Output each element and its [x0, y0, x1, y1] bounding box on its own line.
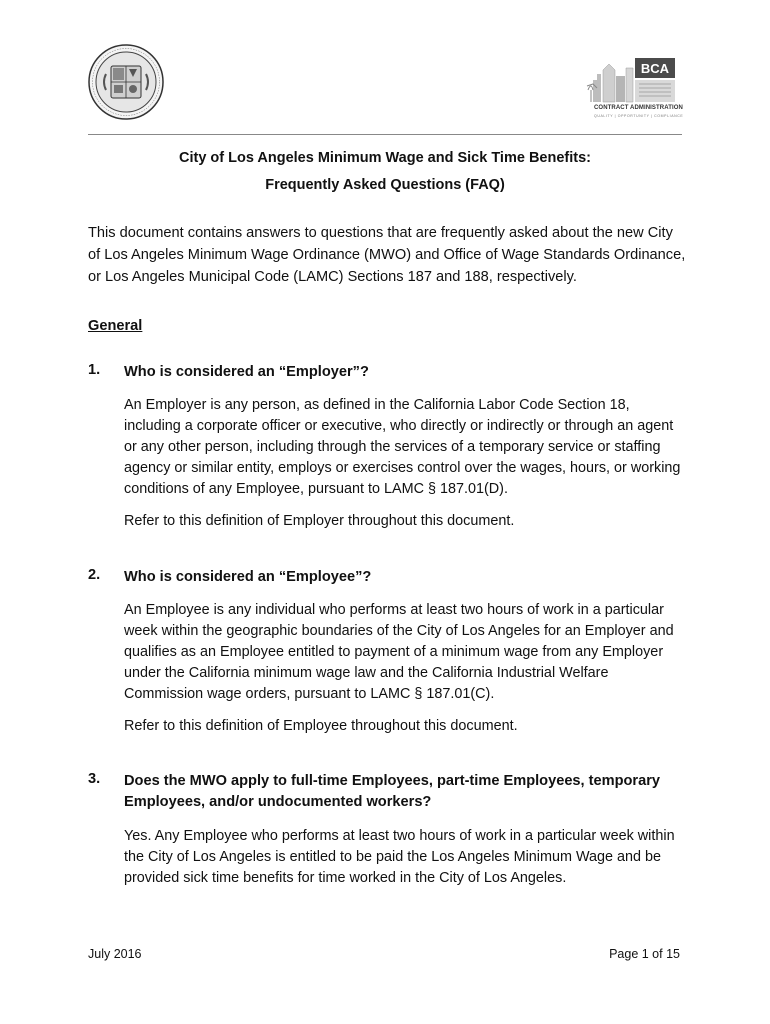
bca-logo-text: BCA	[640, 61, 670, 76]
header-divider	[88, 134, 682, 135]
footer-date: July 2016	[88, 947, 142, 961]
answer-paragraph: An Employee is any individual who performs at least two hours of work in a particular week within the geographic boundaries of the City of Los Angeles for an Employer and qualifies as an Employee entitled to payment of a minimum wage from any Employer under the California minimum wage law and the California Industrial Welfare Commission wage orders, pursuant to LAMC § 187.01(C).	[124, 602, 674, 702]
bca-logo-icon	[585, 50, 684, 122]
footer-page-number: Page 1 of 15	[609, 947, 680, 961]
bca-logo-tagline: QUALITY | OPPORTUNITY | COMPLIANCE	[594, 114, 684, 118]
bca-logo-caption: CONTRACT ADMINISTRATION	[594, 105, 683, 111]
question-text: Who is considered an “Employee”?	[124, 569, 372, 585]
answer-paragraph: Yes. Any Employee who performs at least two hours of work in a particular week within the City of Los Angeles is entitled to be paid the Los Angeles Minimum Wage and be provided sick time benefits for time worked in the City of Los Angeles.	[124, 828, 675, 886]
document-title: City of Los Angeles Minimum Wage and Sick Time Benefits:	[179, 150, 591, 166]
answer-note: Refer to this definition of Employee throughout this document.	[124, 718, 518, 734]
question-text: Who is considered an “Employer”?	[124, 364, 369, 380]
question-number: 1.	[88, 362, 101, 378]
intro-paragraph: This document contains answers to questions that are frequently asked about the new City of Los Angeles Minimum Wage Ordinance (MWO) and Office of Wage Standards Ordinance, or Los Angeles Municipal Code (LAMC) Sections 187 and 188, respectively.	[88, 225, 686, 285]
question-number: 2.	[88, 567, 101, 583]
answer-paragraph: An Employer is any person, as defined in the California Labor Code Section 18, including a corporate officer or executive, who directly or indirectly or through an agent or any other person, including through the services of a temporary service or staffing agency or similar entity, employs or exercises control over the wages, hours, or working conditions of any Employee, pursuant to LAMC § 187.01(D).	[124, 397, 681, 497]
question-text: Does the MWO apply to full-time Employees, part-time Employees, temporary Employees, and/or undocumented workers?	[124, 773, 661, 810]
question-number: 3.	[88, 771, 101, 787]
document-subtitle: Frequently Asked Questions (FAQ)	[265, 177, 505, 193]
answer-note: Refer to this definition of Employer throughout this document.	[124, 513, 515, 529]
section-heading-general: General	[88, 318, 143, 334]
city-of-los-angeles-seal-icon	[88, 44, 164, 120]
